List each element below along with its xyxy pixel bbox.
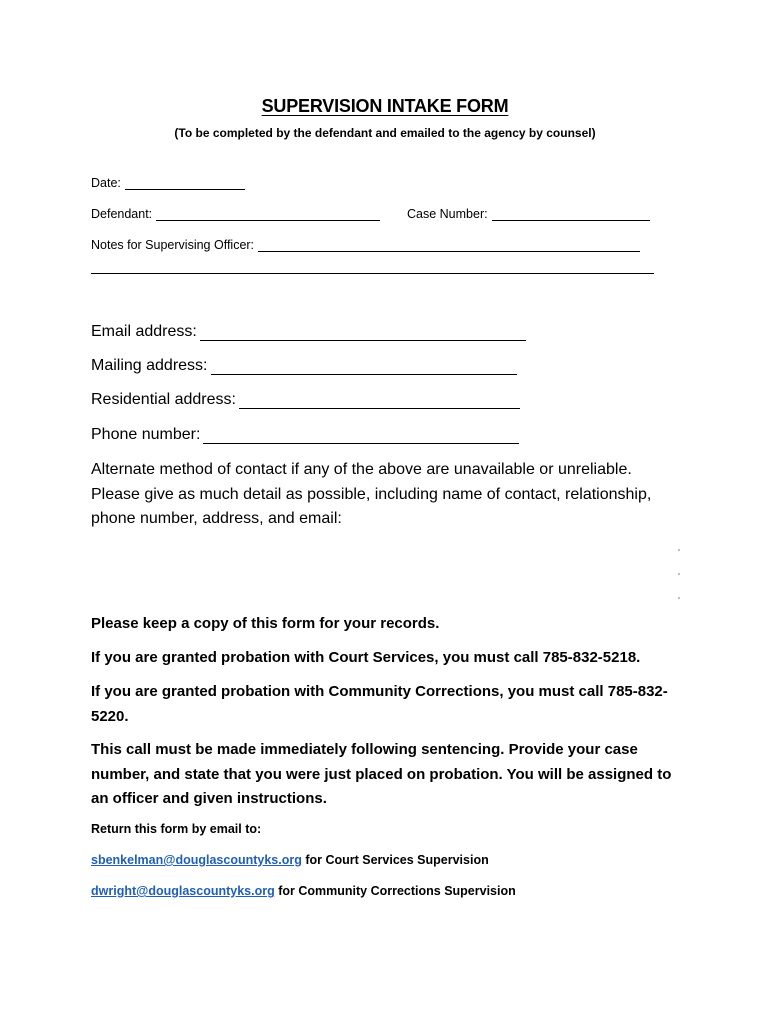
community-corrections-email-suffix: for Community Corrections Supervision [274, 884, 516, 898]
alternate-contact-instructions: Alternate method of contact if any of the above are unavailable or unreliable. Please give as much detail as possible, including name of contact, relationship, phone number, address, and email: [91, 461, 652, 527]
defendant-label: Defendant: [91, 207, 153, 221]
form-title: SUPERVISION INTAKE FORM [261, 96, 509, 116]
notes-second-line[interactable] [91, 273, 654, 274]
return-form-label: Return this form by email to: [91, 822, 262, 836]
date-label: Date: [91, 176, 121, 190]
mailing-input-line[interactable] [211, 358, 517, 375]
phone-field [91, 426, 519, 444]
case-number-field [407, 207, 650, 221]
court-services-email-suffix: for Court Services Supervision [301, 853, 489, 867]
date-field [91, 176, 245, 190]
case-number-label: Case Number: [407, 207, 488, 221]
keep-copy-note: Please keep a copy of this form for your records. [91, 615, 440, 632]
notes-label: Notes for Supervising Officer: [91, 238, 255, 252]
notes-input-line[interactable] [258, 238, 640, 252]
form-subtitle: (To be completed by the defendant and emailed to the agency by counsel) [174, 126, 596, 140]
phone-input-line[interactable] [203, 427, 519, 444]
defendant-input-line[interactable] [156, 207, 380, 221]
mailing-label: Mailing address: [91, 357, 208, 374]
residential-label: Residential address: [91, 391, 236, 408]
mailing-field [91, 357, 517, 375]
email-label: Email address: [91, 323, 197, 340]
residential-input-line[interactable] [239, 392, 520, 409]
community-corrections-instruction: If you are granted probation with Community Corrections, you must call 785-832-5220. [91, 683, 668, 725]
notes-field [91, 238, 640, 252]
court-services-contact [91, 853, 489, 867]
case-number-input-line[interactable] [492, 207, 650, 221]
scan-mark [678, 597, 680, 599]
email-input-line[interactable] [200, 324, 526, 341]
scan-mark [678, 549, 680, 551]
defendant-field [91, 207, 380, 221]
court-services-email-link[interactable]: sbenkelman@douglascountyks.org [91, 853, 302, 867]
phone-label: Phone number: [91, 426, 201, 443]
residential-field [91, 391, 520, 409]
date-input-line[interactable] [125, 176, 245, 190]
community-corrections-email-link[interactable]: dwright@douglascountyks.org [91, 884, 275, 898]
community-corrections-contact [91, 884, 516, 898]
court-services-instruction: If you are granted probation with Court Services, you must call 785-832-5218. [91, 649, 641, 666]
email-field [91, 323, 526, 341]
sentencing-call-note: This call must be made immediately following sentencing. Provide your case number, and state that you were just placed on probation. You will be assigned to an officer and given instructions. [91, 741, 672, 807]
scan-mark [678, 573, 680, 575]
